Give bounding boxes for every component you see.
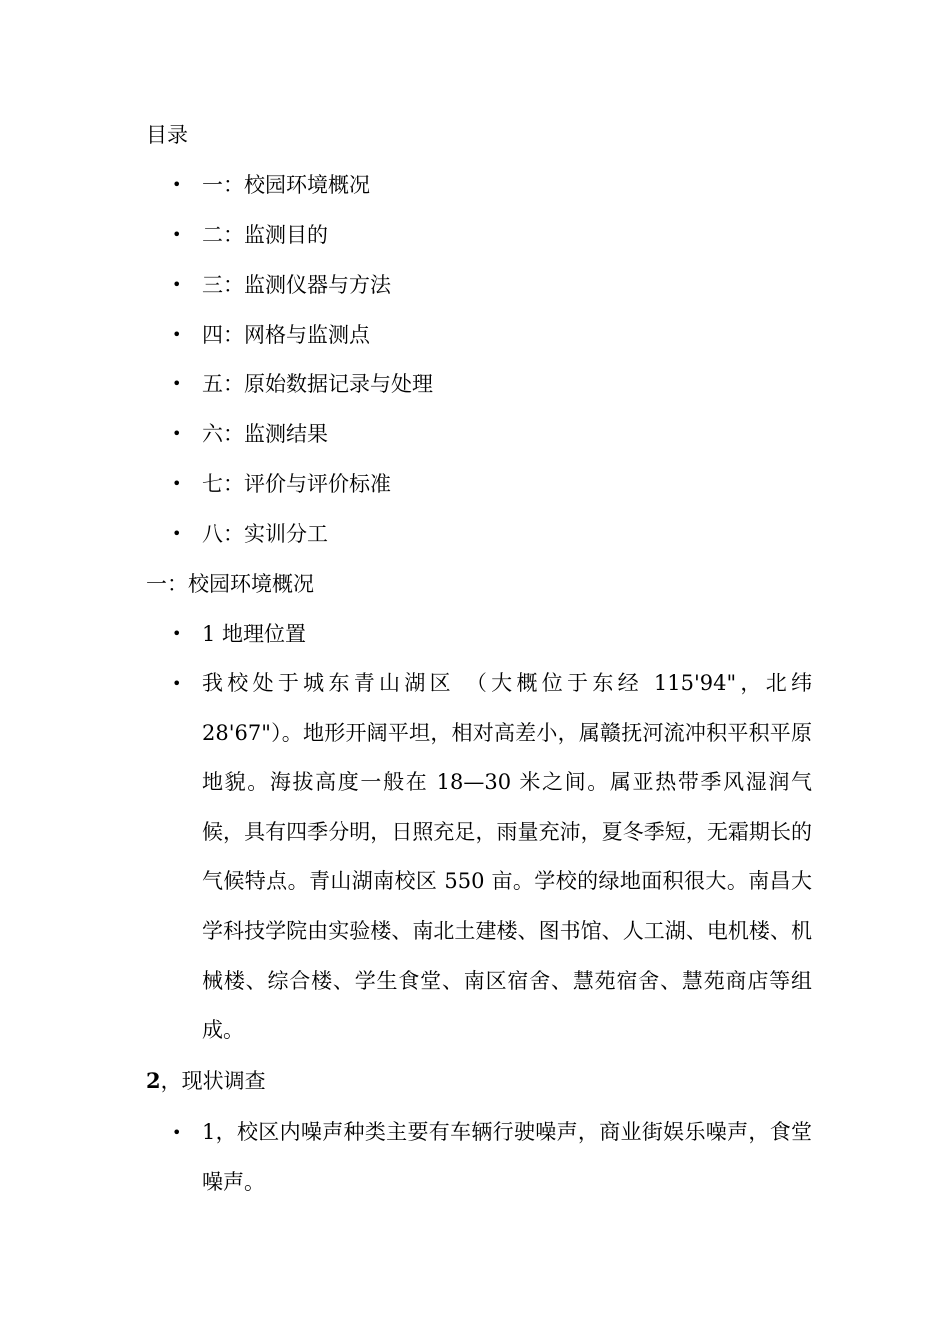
toc-item-text: 八：实训分工: [202, 522, 328, 546]
paragraph-text: 1，校区内噪声种类主要有车辆行驶噪声，商业街娱乐噪声，食堂噪声。: [202, 1120, 812, 1194]
bullet-icon: •: [172, 175, 182, 194]
bullet-icon: •: [172, 275, 182, 294]
toc-item: [172, 220, 812, 250]
section-heading-text: ，现状调查: [160, 1069, 266, 1093]
bullet-icon: •: [172, 325, 182, 344]
toc-item: [172, 519, 812, 549]
section-heading: [146, 1066, 266, 1096]
section-heading: 一：校园环境概况: [146, 572, 314, 596]
bullet-icon: •: [172, 1123, 182, 1142]
list-item: [172, 1118, 812, 1207]
list-item: [172, 669, 812, 1056]
toc-item-text: 七：评价与评价标准: [202, 472, 391, 496]
toc-item-text: 二：监测目的: [202, 223, 328, 247]
bullet-icon: •: [172, 674, 182, 693]
toc-item-text: 一：校园环境概况: [202, 173, 370, 197]
toc-item-text: 三：监测仪器与方法: [202, 273, 391, 297]
paragraph-text: 我校处于城东青山湖区 （大概位于东经 115'94"，北纬 28'67"）。地形开阔平坦，相对高差小，属赣抚河流冲积平积平原地貌。海拔高度一般在 18—30 米之间。属亚热带季风湿润气候，具有四季分明，日照充足，雨量充沛，夏冬季短，无霜期长的气候特点。青山湖南校区 550 亩。学校的绿地面积很大。南昌大学科技学院由实验楼、南北土建楼、图书馆、人工湖、电机楼、机械楼、综合楼、学生食堂、南区宿舍、慧苑宿舍、慧苑商店等组成。: [202, 671, 812, 1043]
bullet-icon: •: [172, 374, 182, 393]
toc-item: [172, 270, 812, 300]
toc-item: [172, 320, 812, 350]
toc-title: 目录: [146, 123, 188, 147]
bullet-icon: •: [172, 424, 182, 443]
section-number: 2: [146, 1068, 161, 1093]
toc-item-text: 五：原始数据记录与处理: [202, 372, 433, 396]
toc-item: [172, 419, 812, 449]
bullet-icon: •: [172, 624, 182, 643]
toc-item-text: 四：网格与监测点: [202, 323, 370, 347]
toc-item: [172, 170, 812, 200]
bullet-icon: •: [172, 474, 182, 493]
toc-item-text: 六：监测结果: [202, 422, 328, 446]
list-item: [172, 619, 812, 649]
list-item-text: 1 地理位置: [202, 622, 307, 646]
bullet-icon: •: [172, 225, 182, 244]
toc-item: [172, 469, 812, 499]
toc-item: [172, 369, 812, 399]
bullet-icon: •: [172, 524, 182, 543]
